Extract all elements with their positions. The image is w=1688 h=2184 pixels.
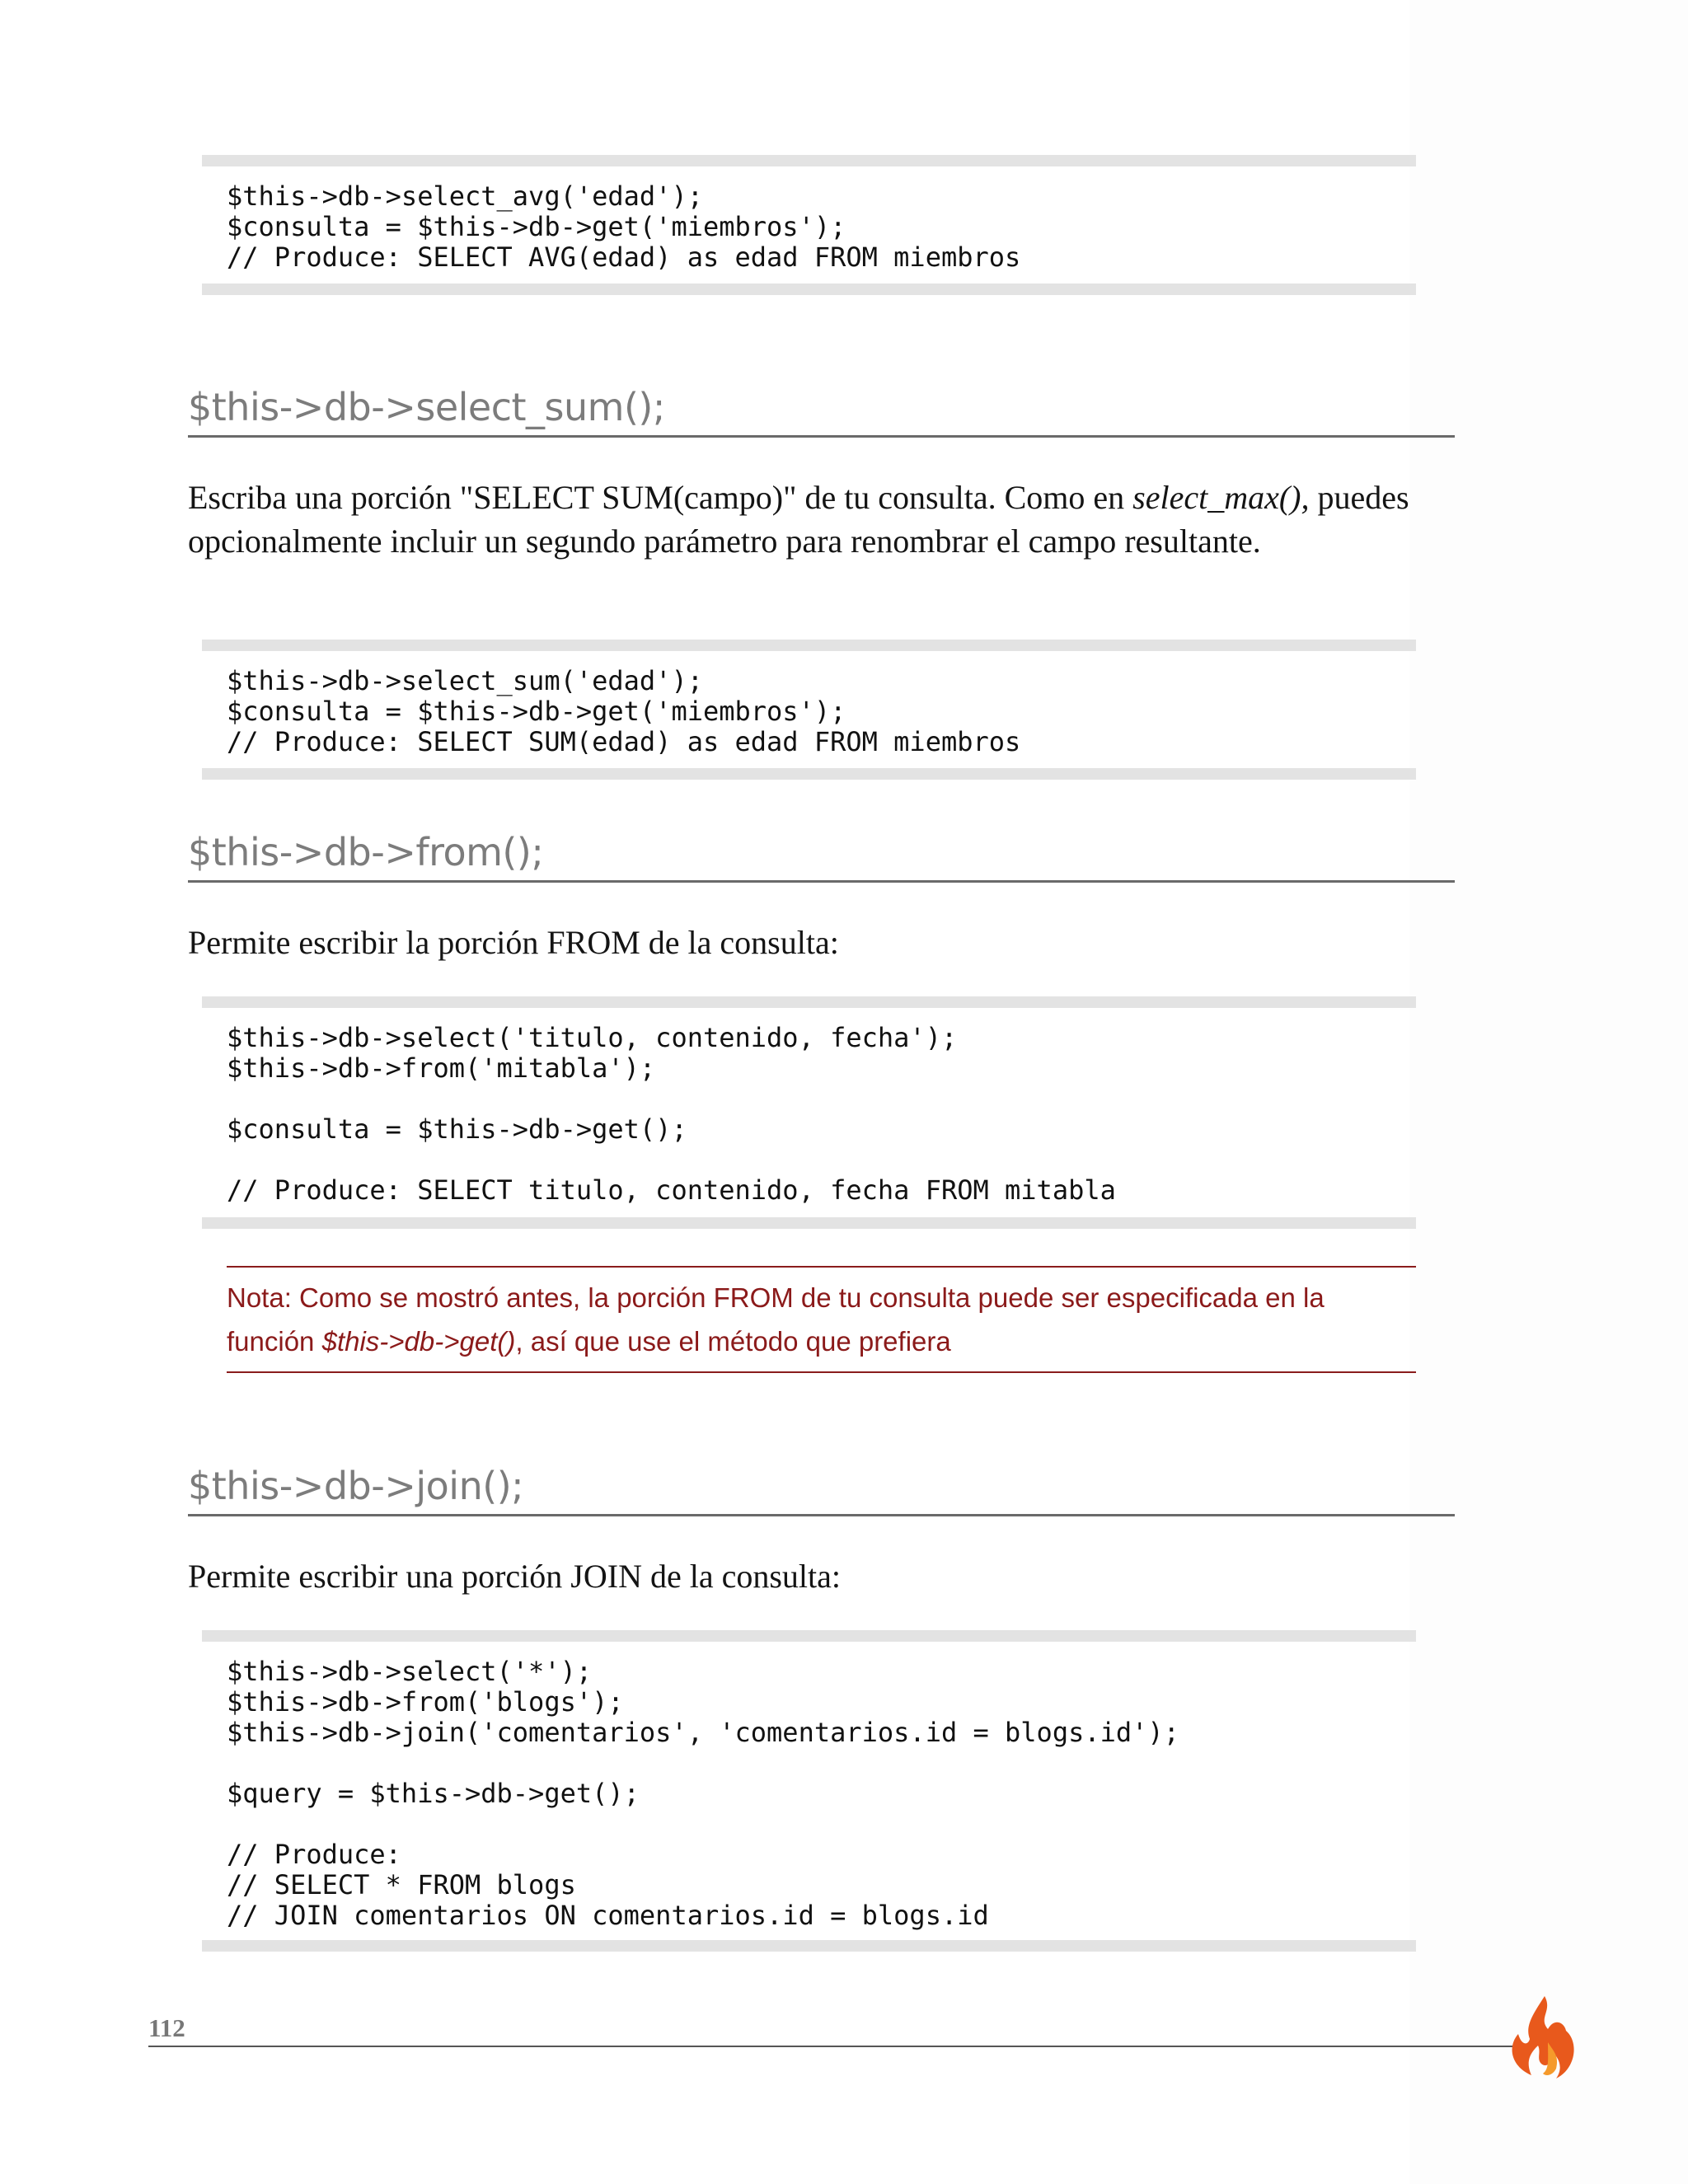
code-block-from <box>202 996 1416 1229</box>
note-box <box>227 1266 1416 1373</box>
code-text: $this->db->select('titulo, contenido, fecha'); $this->db->from('mitabla'); $consulta = $this->db->get(); // Produce: SELECT titulo, contenido, fecha FROM mitabla <box>227 1022 1116 1206</box>
paragraph-emphasis: select_max(), <box>1132 479 1310 516</box>
section-paragraph-join: Permite escribir una porción JOIN de la consulta: <box>188 1558 841 1595</box>
code-text: $this->db->select_sum('edad'); $consulta = $this->db->get('miembros'); // Produce: SELECT SUM(edad) as edad FROM miembros <box>227 665 1021 757</box>
section-paragraph-from: Permite escribir la porción FROM de la consulta: <box>188 924 839 961</box>
section-heading-join: $this->db->join(); <box>188 1460 1455 1516</box>
page-side-strip <box>1409 0 1688 2184</box>
footer-rule <box>148 2046 1517 2047</box>
code-text: $this->db->select_avg('edad'); $consulta = $this->db->get('miembros'); // Produce: SELECT AVG(edad) as edad FROM miembros <box>227 180 1021 273</box>
paragraph-text: Escriba una porción "SELECT SUM(campo)" de tu consulta. Como en <box>188 479 1133 516</box>
note-text: , así que use el método que prefiera <box>515 1326 951 1357</box>
code-block-select-sum <box>202 640 1416 780</box>
paragraph-text: puedes opcionalmente incluir un segundo parámetro para renombrar el campo resultante. <box>188 479 1409 560</box>
section-paragraph-select-sum <box>188 476 1441 563</box>
code-block-join <box>202 1630 1416 1952</box>
codeigniter-flame-icon <box>1505 1993 1581 2083</box>
note-emphasis: $this->db->get() <box>321 1326 516 1357</box>
section-heading-from: $this->db->from(); <box>188 826 1455 883</box>
page-number: 112 <box>148 2013 185 2042</box>
note-text: Nota: Como se mostró antes, la porción FROM de tu consulta puede ser especificada en la función <box>227 1282 1325 1357</box>
code-text: $this->db->select('*'); $this->db->from('blogs'); $this->db->join('comentarios', 'comentarios.id = blogs.id'); $query = $this->db->get(); // Produce: // SELECT * FROM blogs // JOIN comentarios ON comentarios.id = blogs.id <box>227 1656 1179 1931</box>
section-heading-select-sum: $this->db->select_sum(); <box>188 381 1455 438</box>
code-block-select-avg <box>202 155 1416 295</box>
